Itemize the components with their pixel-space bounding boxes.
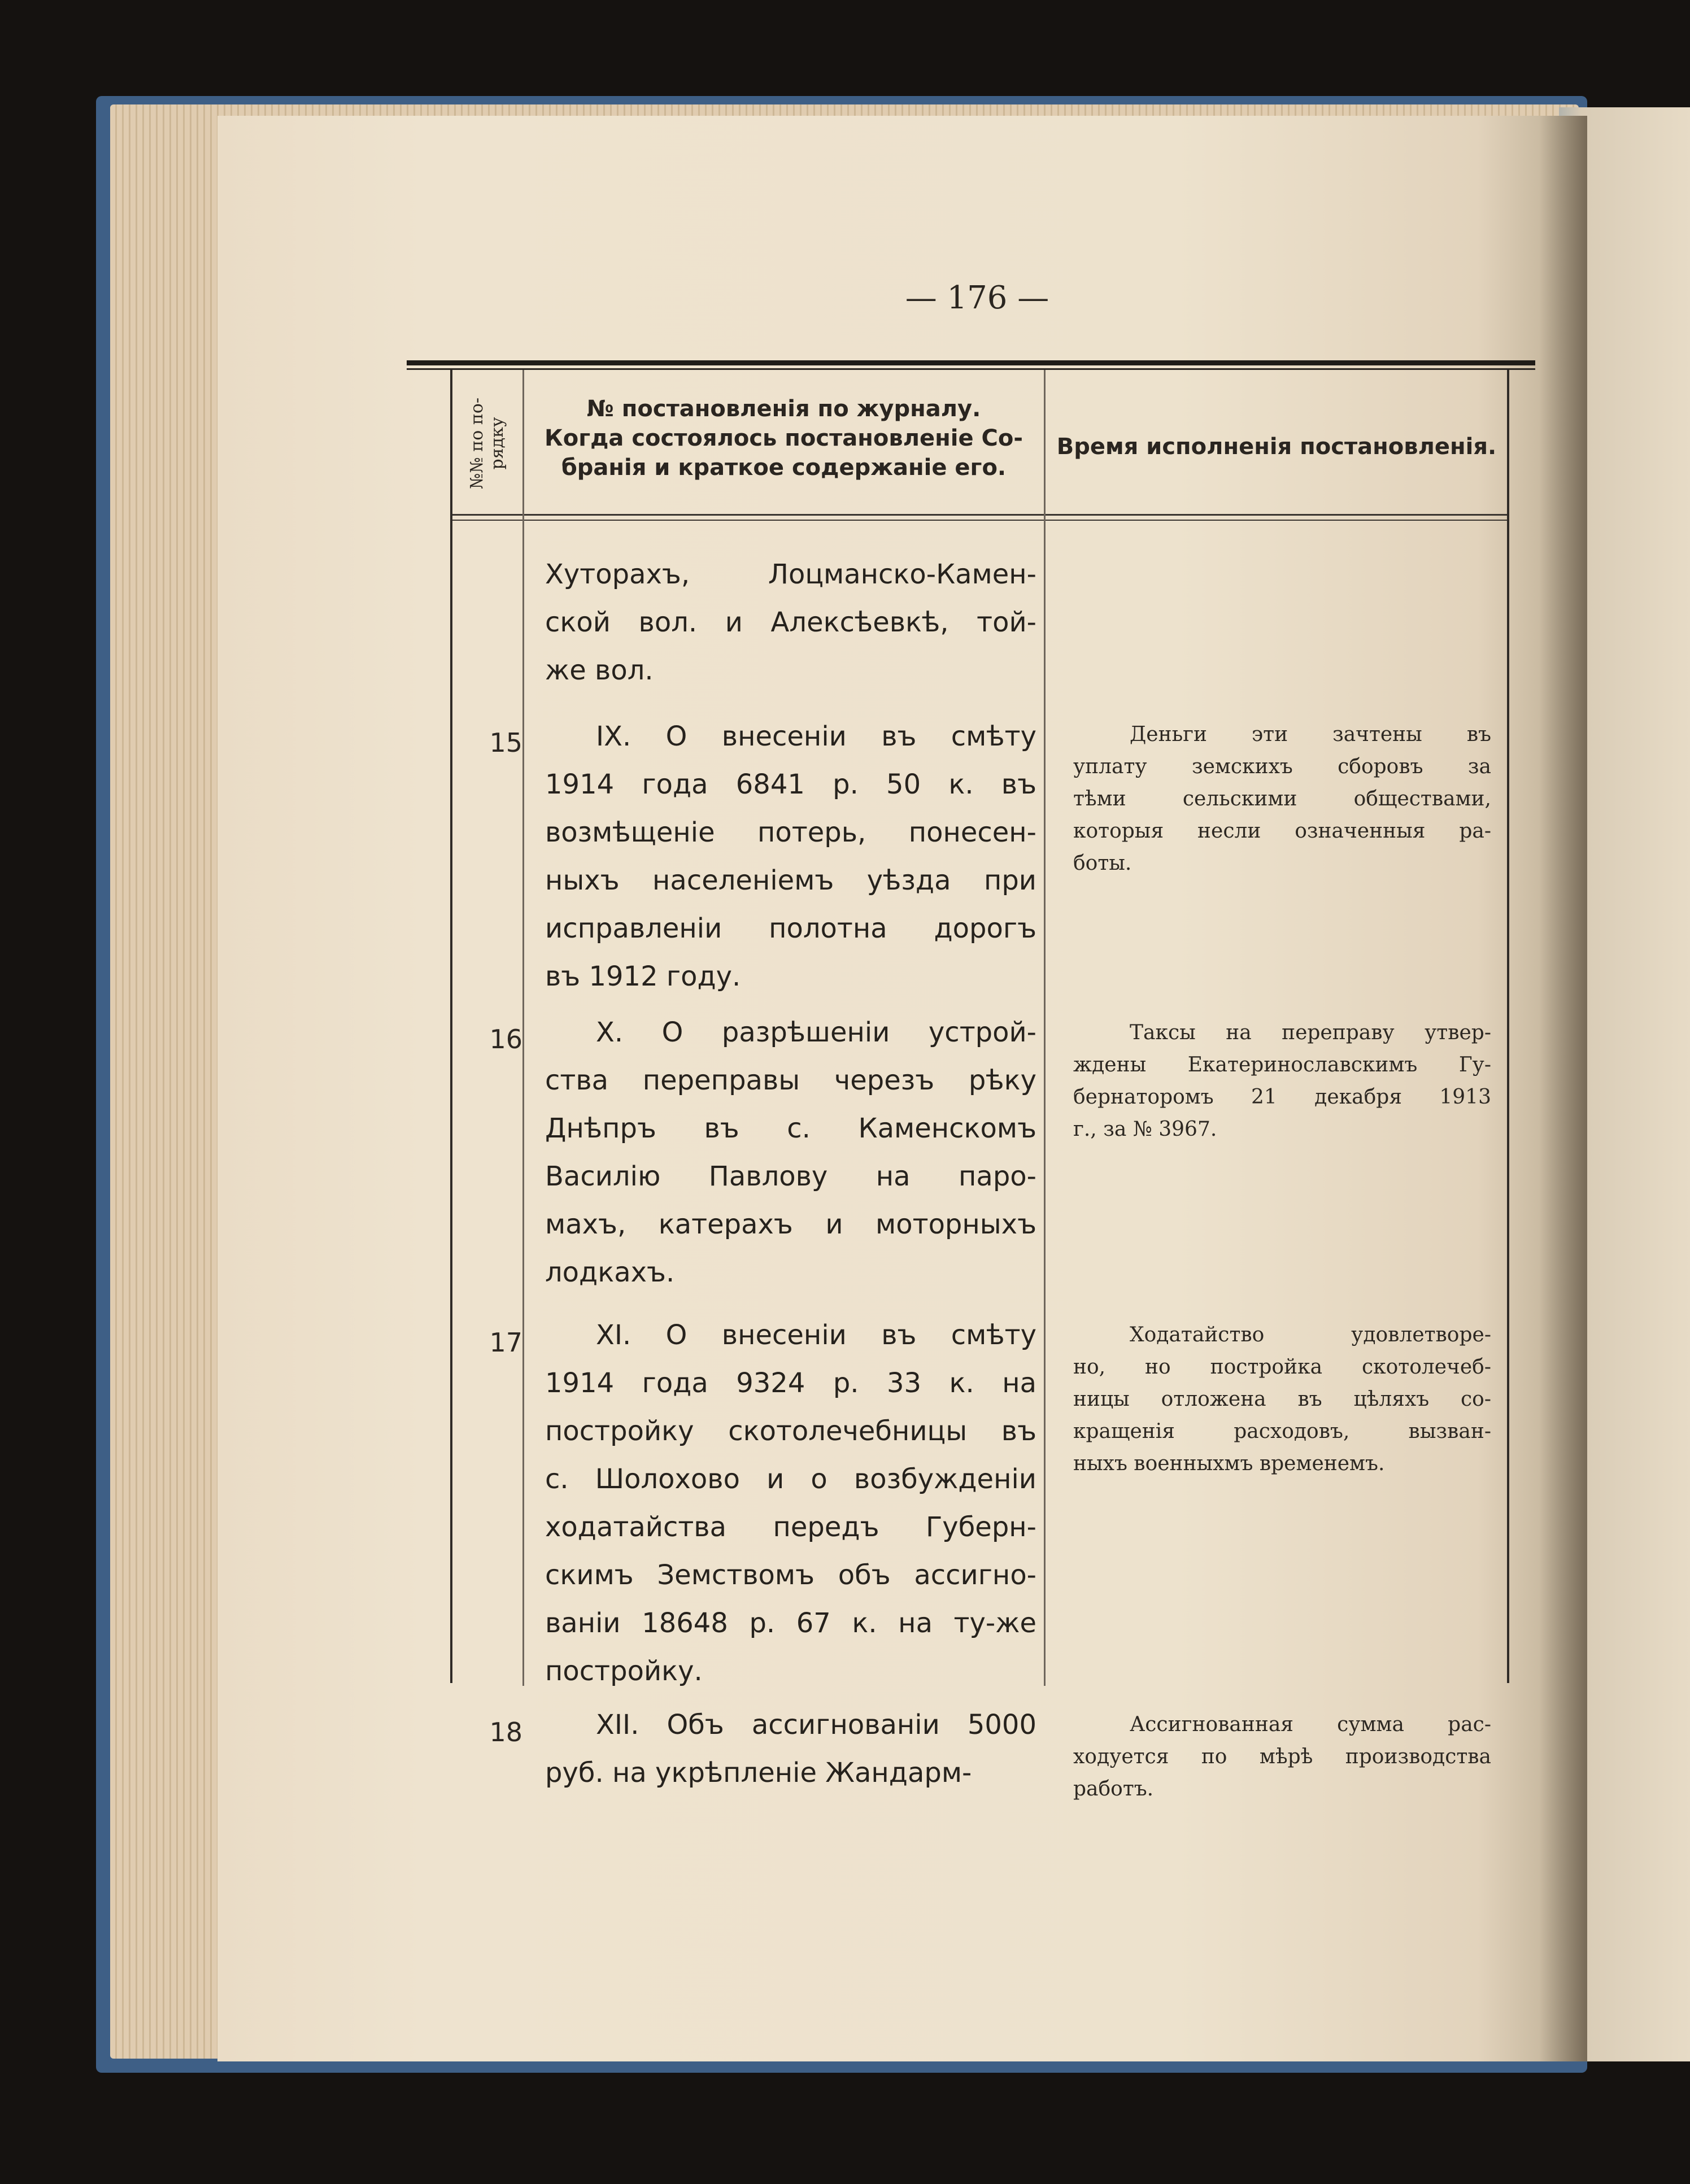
note-line: ныхъ военныхмъ временемъ.: [1073, 1452, 1385, 1475]
entry-line: лодкахъ.: [545, 1257, 675, 1288]
entry-continuation: [545, 551, 1036, 695]
entry-line: с. Шолохово и о возбужденіи: [545, 1463, 1036, 1495]
note-15: [1073, 718, 1491, 879]
note-line: Таксы на переправу утвер-: [1130, 1021, 1491, 1044]
header-col-resolution-line: бранія и краткое содержаніе его.: [561, 455, 1007, 481]
note-18: [1073, 1708, 1491, 1805]
note-line: ждены Екатеринославскимъ Гу-: [1073, 1053, 1491, 1076]
page-number: — 176 —: [905, 280, 1049, 316]
entry-line: Днѣпръ въ с. Каменскомъ: [545, 1113, 1036, 1144]
note-16: [1073, 1017, 1491, 1145]
note-line: боты.: [1073, 852, 1132, 875]
entry-line: IX. О внесеніи въ смѣту: [596, 721, 1036, 752]
note-line: но, но постройка скотолечеб-: [1073, 1355, 1491, 1379]
header-col-number: [456, 376, 519, 511]
note-line: г., за № 3967.: [1073, 1118, 1217, 1141]
note-line: уплату земскихъ сборовъ за: [1073, 755, 1491, 778]
table-top-rule-thin: [407, 368, 1535, 370]
entry-line: ваніи 18648 р. 67 к. на ту-же: [545, 1607, 1036, 1639]
entry-line: руб. на укрѣпленіе Жандарм-: [545, 1757, 972, 1789]
row-number: 17: [489, 1327, 522, 1358]
entry-line: XII. Объ ассигнованіи 5000: [596, 1709, 1036, 1741]
note-line: кращенія расходовъ, вызван-: [1073, 1420, 1491, 1443]
column-divider-2: [1044, 370, 1046, 1686]
header-bottom-rule: [452, 514, 1508, 516]
entry-line: XI. О внесеніи въ смѣту: [596, 1319, 1036, 1351]
entry-line: постройку скотолечебницы въ: [545, 1415, 1036, 1447]
entry-17: [545, 1311, 1036, 1695]
entry-line: постройку.: [545, 1655, 703, 1687]
entry-line: ходатайства передъ Губерн-: [545, 1511, 1036, 1543]
entry-line: скимъ Земствомъ объ ассигно-: [545, 1559, 1036, 1591]
entry-line: Хуторахъ, Лоцманско-Камен-: [545, 559, 1036, 590]
row-number: 18: [489, 1717, 522, 1747]
note-line: бернаторомъ 21 декабря 1913: [1073, 1086, 1491, 1109]
note-17: [1073, 1319, 1491, 1480]
entry-line: 1914 года 9324 р. 33 к. на: [545, 1367, 1036, 1399]
note-line: Ходатайство удовлетворе-: [1130, 1323, 1491, 1346]
entry-line: исправленіи полотна дорогъ: [545, 913, 1036, 944]
note-line: ницы отложена въ цѣляхъ со-: [1073, 1388, 1491, 1411]
header-col-resolution-line: № постановленія по журналу.: [586, 396, 981, 422]
entry-15: [545, 713, 1036, 1001]
table-left-border: [450, 370, 452, 1683]
row-number: 15: [489, 727, 522, 758]
entry-line: въ 1912 году.: [545, 961, 741, 992]
note-line: Ассигнованная сумма рас-: [1130, 1713, 1491, 1736]
header-col-resolution-line: Когда состоялось постановленіе Со-: [545, 425, 1023, 451]
note-line: работъ.: [1073, 1777, 1154, 1801]
header-col-execution: Время исполненія постановленія.: [1056, 434, 1497, 460]
note-line: Деньги эти зачтены въ: [1130, 723, 1491, 746]
entry-line: ныхъ населеніемъ уѣзда при: [545, 865, 1036, 896]
entry-line: махъ, катерахъ и моторныхъ: [545, 1209, 1036, 1240]
entry-line: же вол.: [545, 655, 654, 686]
note-line: ходуется по мѣрѣ производства: [1073, 1745, 1491, 1768]
entry-line: Василію Павлову на паро-: [545, 1161, 1036, 1192]
header-col-number-label: №№ по по- рядку: [467, 397, 507, 490]
table-right-border: [1507, 370, 1509, 1683]
entry-16: [545, 1009, 1036, 1297]
note-line: которыя несли означенныя ра-: [1073, 819, 1491, 843]
entry-line: ской вол. и Алексѣевкѣ, той-: [545, 607, 1036, 638]
spine-shadow: [1539, 116, 1587, 2061]
row-number: 16: [489, 1024, 522, 1054]
entry-line: 1914 года 6841 р. 50 к. въ: [545, 769, 1036, 800]
header-col-resolution: [531, 394, 1036, 482]
table-top-rule: [407, 360, 1535, 365]
header-bottom-rule-2: [452, 520, 1508, 521]
entry-line: ства переправы черезъ рѣку: [545, 1065, 1036, 1096]
entry-18: [545, 1701, 1036, 1797]
note-line: тѣми сельскими обществами,: [1073, 787, 1491, 810]
column-divider-1: [522, 370, 524, 1686]
entry-line: X. О разрѣшеніи устрой-: [596, 1017, 1036, 1048]
entry-line: возмѣщеніе потерь, понесен-: [545, 817, 1036, 848]
